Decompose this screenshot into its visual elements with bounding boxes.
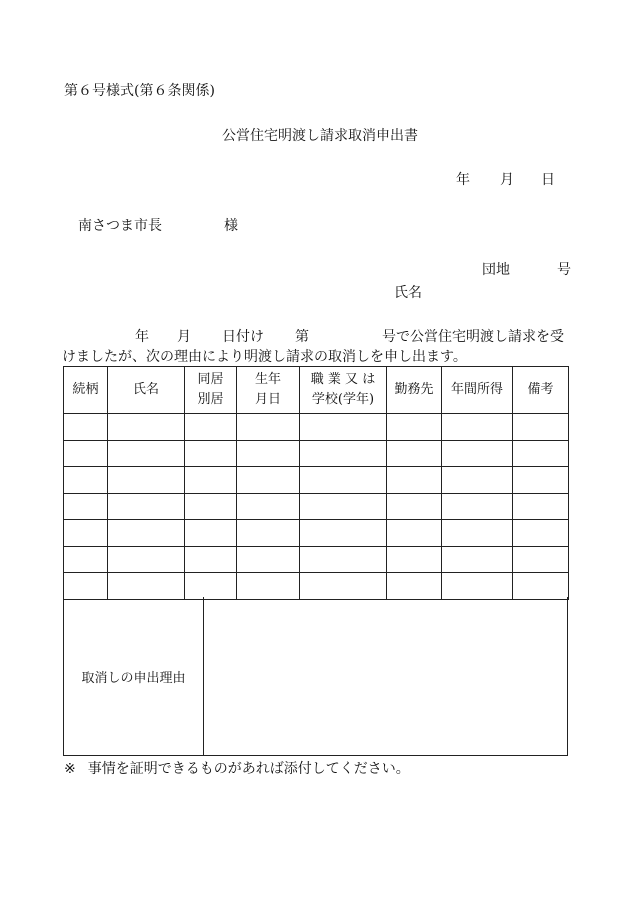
body-month-label: 月	[177, 329, 191, 345]
header-cohabit-line1: 同居	[197, 371, 224, 387]
reason-section	[63, 597, 568, 756]
cell-occupation[interactable]	[300, 493, 387, 520]
cell-remarks[interactable]	[513, 414, 569, 441]
body-line2: けましたが、次の理由により明渡し請求の取消しを申し出ます。	[62, 349, 467, 365]
cell-occupation[interactable]	[300, 573, 387, 600]
cell-workplace[interactable]	[387, 440, 442, 467]
cell-annual-income[interactable]	[442, 493, 513, 520]
header-annual-income-line1: 年間所得	[450, 381, 503, 397]
cell-birthdate[interactable]	[237, 414, 300, 441]
header-remarks	[513, 367, 569, 414]
cell-name[interactable]	[108, 573, 185, 600]
cell-relation[interactable]	[64, 546, 108, 573]
table-row	[64, 493, 569, 520]
cell-occupation[interactable]	[300, 467, 387, 494]
table-row	[64, 467, 569, 494]
applicant-danchi-label: 団地	[482, 262, 510, 278]
header-relation-line1: 続柄	[72, 381, 99, 397]
cell-annual-income[interactable]	[442, 414, 513, 441]
form-number: 第６号様式(第６条関係)	[64, 83, 215, 99]
cell-workplace[interactable]	[387, 546, 442, 573]
body-year-label: 年	[135, 329, 149, 345]
header-birthdate-line1: 生年	[254, 371, 281, 387]
cell-workplace[interactable]	[387, 573, 442, 600]
header-relation	[64, 367, 108, 414]
cell-occupation[interactable]	[300, 440, 387, 467]
cell-workplace[interactable]	[387, 467, 442, 494]
cell-workplace[interactable]	[387, 520, 442, 547]
cell-birthdate[interactable]	[237, 440, 300, 467]
note-mark: ※	[64, 761, 76, 777]
body-dated-label: 日付け	[222, 329, 264, 345]
header-remarks-line1: 備考	[527, 381, 554, 397]
cell-workplace[interactable]	[387, 414, 442, 441]
cell-relation[interactable]	[64, 520, 108, 547]
header-occupation-line1: 職 業 又 は	[310, 371, 376, 387]
cell-annual-income[interactable]	[442, 573, 513, 600]
cell-birthdate[interactable]	[237, 573, 300, 600]
note-text: 事情を証明できるものがあれば添付してください。	[87, 761, 410, 777]
date-year-label: 年	[456, 172, 470, 188]
cell-birthdate[interactable]	[237, 493, 300, 520]
cell-occupation[interactable]	[300, 546, 387, 573]
table-row	[64, 414, 569, 441]
header-name	[108, 367, 185, 414]
cell-birthdate[interactable]	[237, 467, 300, 494]
header-birthdate	[237, 367, 300, 414]
cell-birthdate[interactable]	[237, 546, 300, 573]
addressee-name: 南さつま市長	[78, 218, 162, 234]
cell-name[interactable]	[108, 467, 185, 494]
cell-relation[interactable]	[64, 440, 108, 467]
date-month-label: 月	[500, 172, 514, 188]
cell-remarks[interactable]	[513, 573, 569, 600]
header-occupation-line2: 学校(学年)	[311, 392, 375, 407]
cell-relation[interactable]	[64, 573, 108, 600]
cell-relation[interactable]	[64, 414, 108, 441]
cell-cohabit[interactable]	[185, 440, 237, 467]
cell-remarks[interactable]	[513, 493, 569, 520]
household-table	[63, 366, 569, 600]
cell-cohabit[interactable]	[185, 546, 237, 573]
cell-name[interactable]	[108, 520, 185, 547]
cell-remarks[interactable]	[513, 520, 569, 547]
table-row	[64, 440, 569, 467]
table-header-row	[64, 367, 569, 414]
body-line1-tail: 号で公営住宅明渡し請求を受	[382, 329, 564, 345]
table-row	[64, 520, 569, 547]
header-workplace-line1: 勤務先	[394, 381, 434, 397]
date-day-label: 日	[541, 172, 555, 188]
cell-annual-income[interactable]	[442, 546, 513, 573]
applicant-name-label: 氏名	[394, 285, 422, 301]
cell-remarks[interactable]	[513, 546, 569, 573]
cell-cohabit[interactable]	[185, 414, 237, 441]
header-cohabit	[185, 367, 237, 414]
attachment-note	[64, 762, 410, 776]
body-dai-label: 第	[295, 329, 309, 345]
header-name-line1: 氏名	[132, 381, 159, 397]
cell-cohabit[interactable]	[185, 520, 237, 547]
cell-name[interactable]	[108, 414, 185, 441]
cell-relation[interactable]	[64, 467, 108, 494]
cell-cohabit[interactable]	[185, 493, 237, 520]
cell-occupation[interactable]	[300, 414, 387, 441]
addressee-honorific: 様	[224, 218, 238, 234]
cell-remarks[interactable]	[513, 467, 569, 494]
cell-name[interactable]	[108, 440, 185, 467]
cell-birthdate[interactable]	[237, 520, 300, 547]
header-occupation	[300, 367, 387, 414]
cell-relation[interactable]	[64, 493, 108, 520]
cell-workplace[interactable]	[387, 493, 442, 520]
cell-occupation[interactable]	[300, 520, 387, 547]
table-row	[64, 573, 569, 600]
reason-input-area[interactable]	[204, 597, 567, 755]
reason-label: 取消しの申出理由	[64, 597, 204, 755]
cell-remarks[interactable]	[513, 440, 569, 467]
header-annual-income	[442, 367, 513, 414]
cell-annual-income[interactable]	[442, 467, 513, 494]
applicant-number-label: 号	[557, 262, 571, 278]
cell-annual-income[interactable]	[442, 440, 513, 467]
table-body	[64, 414, 569, 600]
header-birthdate-line2: 月日	[254, 392, 281, 407]
cell-name[interactable]	[108, 493, 185, 520]
cell-name[interactable]	[108, 546, 185, 573]
table-row	[64, 546, 569, 573]
document-title: 公営住宅明渡し請求取消申出書	[222, 128, 418, 144]
header-workplace	[387, 367, 442, 414]
cell-annual-income[interactable]	[442, 520, 513, 547]
cell-cohabit[interactable]	[185, 573, 237, 600]
header-cohabit-line2: 別居	[197, 392, 224, 407]
cell-cohabit[interactable]	[185, 467, 237, 494]
